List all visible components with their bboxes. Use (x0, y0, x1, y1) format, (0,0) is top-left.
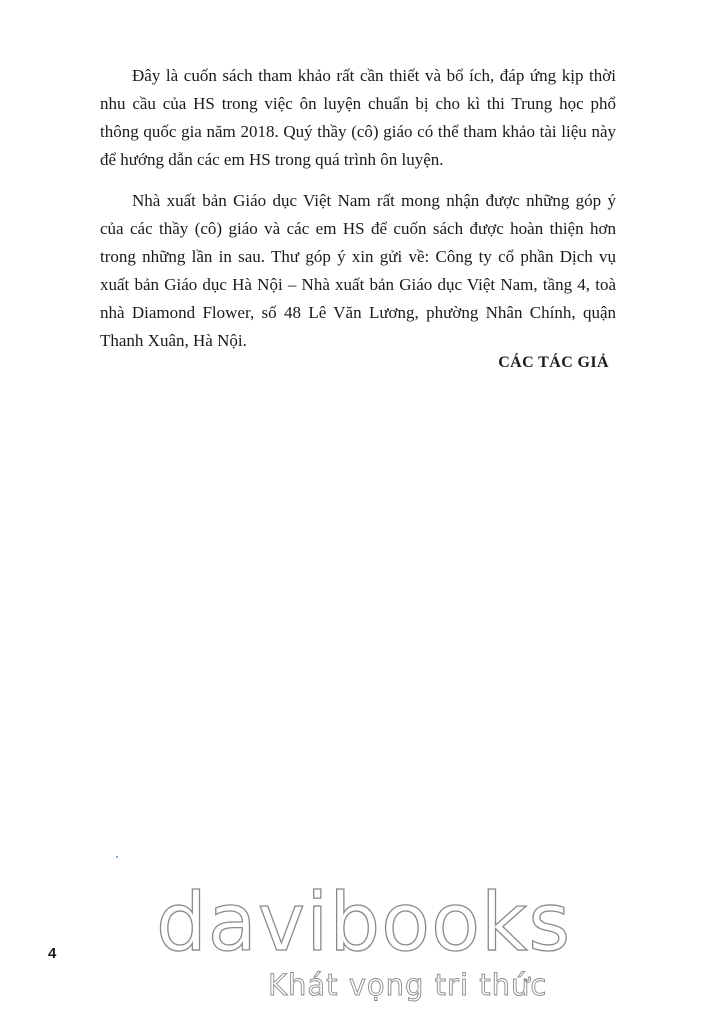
watermark-brand: davibooks (156, 876, 572, 969)
page-number: 4 (48, 945, 57, 962)
watermark-tagline: Khát vọng tri thức (268, 968, 548, 1002)
authors-signature: CÁC TÁC GIẢ (498, 354, 609, 371)
print-speck (116, 856, 118, 858)
preface-paragraph-2: Nhà xuất bản Giáo dục Việt Nam rất mong nhận được những góp ý của các thầy (cô) giáo và các em HS để cuốn sách được hoàn thiện hơn trong những lần in sau. Thư góp ý xin gửi về: Công ty cổ phần Dịch vụ xuất bản Giáo dục Hà Nội – Nhà xuất bản Giáo dục Việt Nam, tầng 4, toà nhà Diamond Flower, số 48 Lê Văn Lương, phường Nhân Chính, quận Thanh Xuân, Hà Nội. (100, 191, 616, 350)
davibooks-watermark (156, 876, 572, 1002)
preface-paragraph-1: Đây là cuốn sách tham khảo rất cần thiết và bổ ích, đáp ứng kịp thời nhu cầu của HS trong việc ôn luyện chuẩn bị cho kì thi Trung học phổ thông quốc gia năm 2018. Quý thầy (cô) giáo có thể tham khảo tài liệu này để hướng dẫn các em HS trong quá trình ôn luyện. (100, 66, 616, 169)
preface-body (100, 62, 616, 355)
